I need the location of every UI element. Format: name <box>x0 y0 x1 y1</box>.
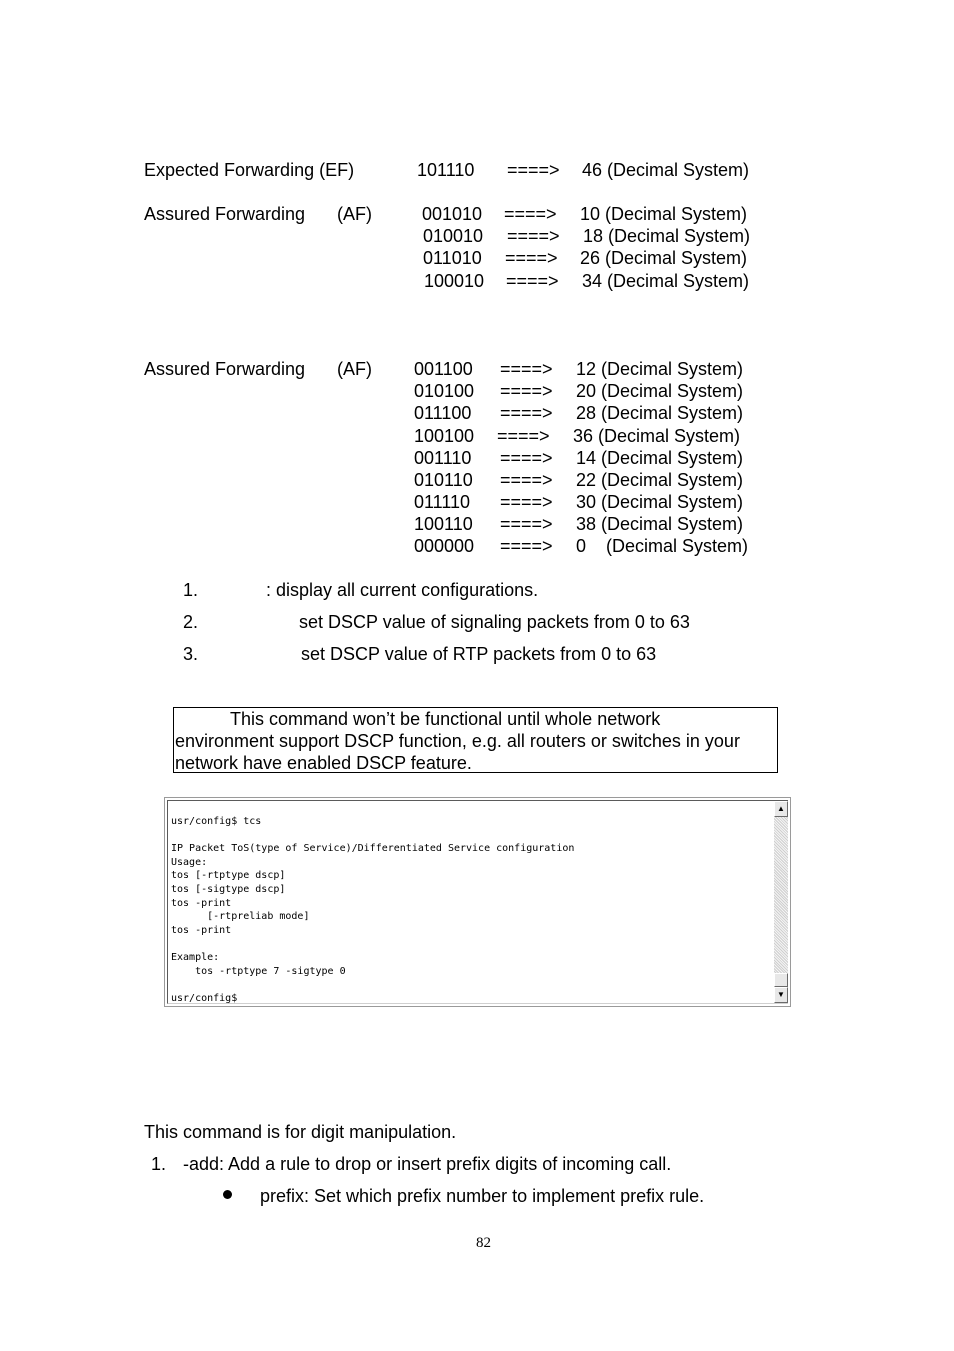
item-number: 1. <box>151 1154 167 1174</box>
bullet-icon <box>223 1190 232 1199</box>
af1-arrow: ====> <box>505 248 558 268</box>
ef-label: Expected Forwarding (EF) <box>144 160 355 180</box>
scroll-thumb[interactable] <box>774 973 788 987</box>
console-window <box>164 797 791 1007</box>
option-number: 2. <box>183 612 199 632</box>
af2-row <box>0 469 954 491</box>
af2-row <box>0 358 954 380</box>
af1-arrow: ====> <box>504 204 557 224</box>
af1-row <box>0 225 954 247</box>
note-line: network have enabled DSCP feature. <box>175 753 472 773</box>
af2-value: 14 (Decimal System) <box>576 448 744 468</box>
ef-code: 101110 <box>417 160 475 180</box>
af2-arrow: ====> <box>500 470 553 490</box>
af2-code: 001100 <box>414 359 473 379</box>
af1-row <box>0 247 954 269</box>
af2-value: 30 (Decimal System) <box>576 492 744 512</box>
af1-arrow: ====> <box>507 226 560 246</box>
af1-abbr: (AF) <box>337 204 372 224</box>
af2-row <box>0 380 954 402</box>
af1-code: 100010 <box>424 271 485 291</box>
af2-code: 001110 <box>414 448 472 468</box>
af1-code: 001010 <box>422 204 483 224</box>
option-text: : display all current configurations. <box>266 580 539 600</box>
af2-arrow: ====> <box>500 514 553 534</box>
af2-value: 0 (Decimal System) <box>576 536 749 556</box>
scroll-down-button[interactable] <box>774 987 788 1003</box>
af2-code: 011100 <box>414 403 472 423</box>
af2-row <box>0 402 954 424</box>
af1-code: 010010 <box>423 226 484 246</box>
bullet-text: prefix: Set which prefix number to implement prefix rule. <box>260 1186 705 1206</box>
af2-code: 100110 <box>414 514 473 534</box>
af2-arrow: ====> <box>497 426 550 446</box>
console-text: usr/config$ tcs IP Packet ToS(type of Service)/Differentiated Service configuration Usage: tos [-rtptype dscp] tos [-sigtype dscp] tos -print [-rtpreliab mode] tos -print Example: tos -rtptype 7 -sigtype 0 usr/config$ <box>171 816 575 1004</box>
af2-code: 011110 <box>414 492 471 512</box>
af2-row <box>0 425 954 447</box>
option-number: 1. <box>183 580 199 600</box>
af2-arrow: ====> <box>500 536 553 556</box>
af2-arrow: ====> <box>500 359 553 379</box>
af2-arrow: ====> <box>500 448 553 468</box>
scroll-up-button[interactable] <box>774 801 788 817</box>
option-number: 3. <box>183 644 199 664</box>
af2-row <box>0 513 954 535</box>
note-line: This command won’t be functional until whole network <box>230 709 661 729</box>
af2-value: 28 (Decimal System) <box>576 403 744 423</box>
console-output-area <box>167 800 788 1004</box>
af2-code: 010100 <box>414 381 475 401</box>
ef-value: 46 (Decimal System) <box>582 160 750 180</box>
af1-value: 34 (Decimal System) <box>582 271 750 291</box>
af2-value: 36 (Decimal System) <box>573 426 741 446</box>
af2-code: 100100 <box>414 426 475 446</box>
option-text: set DSCP value of signaling packets from 0 to 63 <box>299 612 690 632</box>
af2-value: 12 (Decimal System) <box>576 359 744 379</box>
af1-value: 26 (Decimal System) <box>580 248 748 268</box>
af1-arrow: ====> <box>506 271 559 291</box>
item-text: -add: Add a rule to drop or insert prefix digits of incoming call. <box>183 1154 672 1174</box>
af2-row <box>0 535 954 557</box>
af2-row <box>0 447 954 469</box>
af2-value: 22 (Decimal System) <box>576 470 744 490</box>
af1-row <box>0 270 954 292</box>
console-scrollbar[interactable] <box>774 801 788 1003</box>
af1-value: 18 (Decimal System) <box>583 226 751 246</box>
af2-arrow: ====> <box>500 492 553 512</box>
af2-arrow: ====> <box>500 403 553 423</box>
af2-arrow: ====> <box>500 381 553 401</box>
af2-value: 20 (Decimal System) <box>576 381 744 401</box>
af1-value: 10 (Decimal System) <box>580 204 748 224</box>
af2-code: 000000 <box>414 536 475 556</box>
af2-abbr: (AF) <box>337 359 372 379</box>
af1-row <box>0 203 954 225</box>
triangle-up-icon: ▲ <box>777 804 785 813</box>
af1-code: 011010 <box>423 248 482 268</box>
af1-label: Assured Forwarding <box>144 204 306 224</box>
option-text: set DSCP value of RTP packets from 0 to 63 <box>301 644 657 664</box>
triangle-down-icon: ▼ <box>777 990 785 999</box>
intro-text: This command is for digit manipulation. <box>144 1122 457 1142</box>
page-number: 82 <box>476 1235 491 1251</box>
ef-arrow: ====> <box>507 160 560 180</box>
note-box <box>173 707 778 773</box>
af2-value: 38 (Decimal System) <box>576 514 744 534</box>
af2-code: 010110 <box>414 470 473 490</box>
af2-label: Assured Forwarding <box>144 359 306 379</box>
af2-row <box>0 491 954 513</box>
note-line: environment support DSCP function, e.g. all routers or switches in your <box>175 731 740 751</box>
